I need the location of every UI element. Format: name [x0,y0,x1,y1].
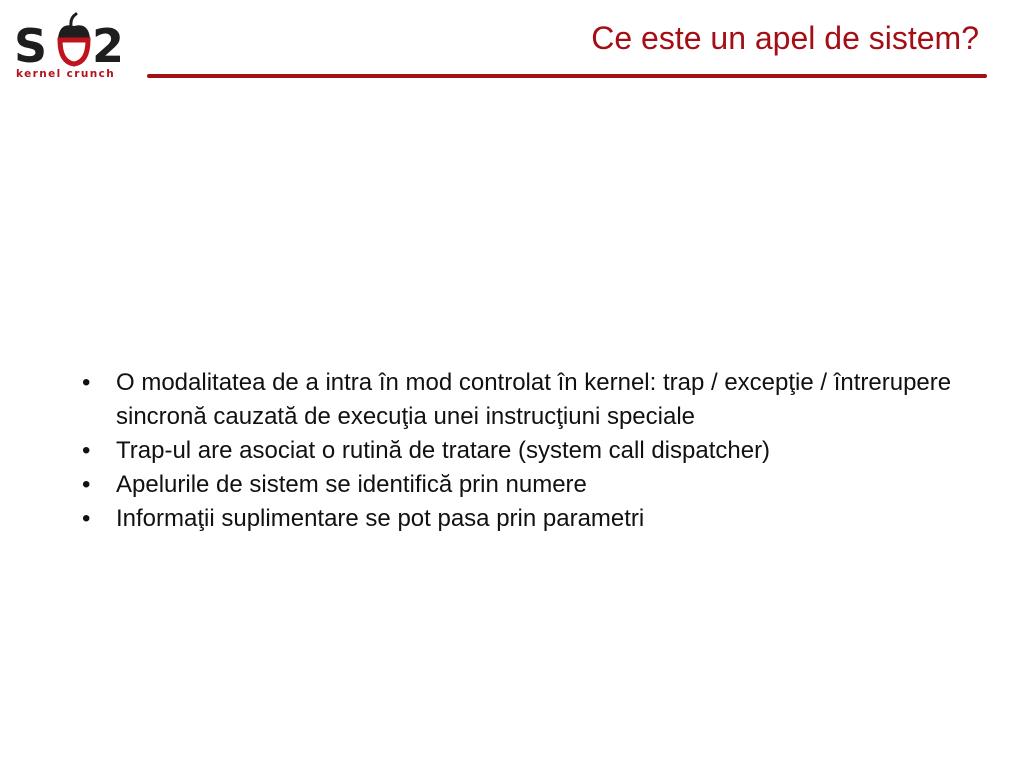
list-item [82,366,982,434]
list-item [82,434,982,468]
logo [14,12,132,84]
bullet-marker: • [82,437,91,464]
bullet-marker: • [82,471,91,498]
logo-letter-s: S [14,19,48,68]
title-divider [147,74,987,78]
list-item [82,502,982,536]
list-item [82,468,982,502]
bullet-text: Trap-ul are asociat o rutină de tratare (system call dispatcher) [116,437,771,464]
bullet-text: Apelurile de sistem se identifică prin numere [116,471,587,498]
logo-digit-2: 2 [92,19,125,68]
acorn-icon [58,14,90,64]
logo-tagline: kernel crunch [16,68,116,80]
bullet-marker: • [82,505,91,532]
bullet-marker: • [82,369,91,396]
slide-title: Ce este un apel de sistem? [591,20,979,56]
bullet-text: Informaţii suplimentare se pot pasa prin parametri [116,505,645,532]
bullet-list [82,366,982,536]
logo-mark [14,12,132,68]
bullet-text: O modalitatea de a intra în mod controlat în kernel: trap / excepţie / întrerupere sincronă cauzată de execuţia unei instrucţiuni speciale [116,369,952,430]
